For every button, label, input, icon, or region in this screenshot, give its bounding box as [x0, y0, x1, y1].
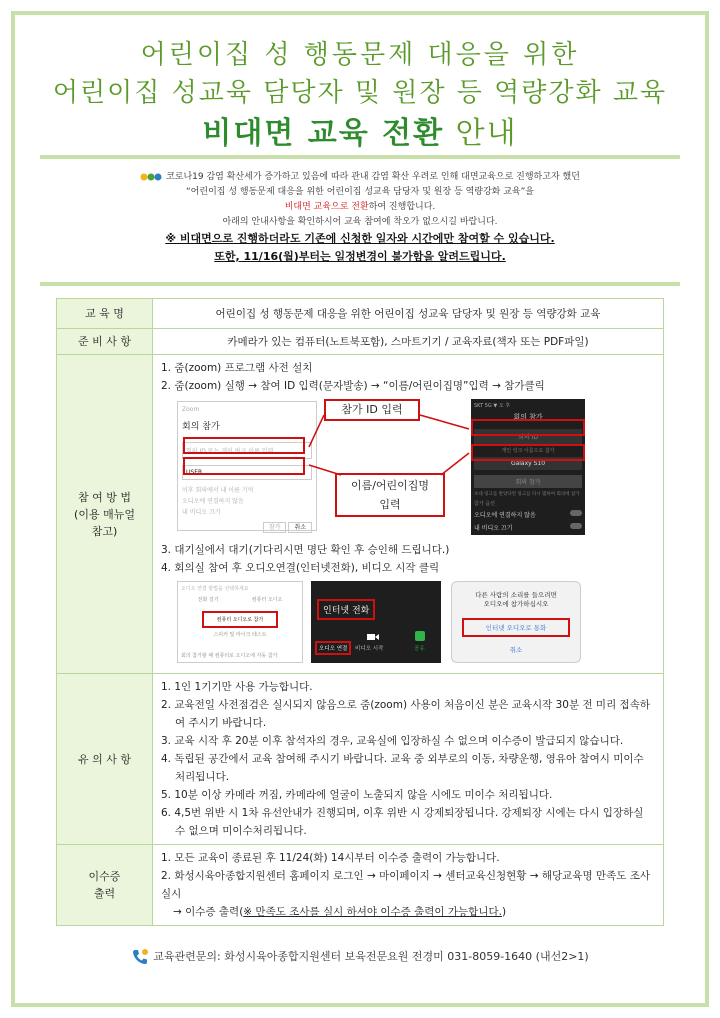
cert-1: 1. 모든 교육이 종료된 후 11/24(화) 14시부터 이수증 출력이 가능합니다.	[161, 852, 500, 864]
option-no-video: 내 비디오 끄기	[182, 509, 221, 516]
row-value: 카메라가 있는 컴퓨터(노트북포함), 스마트기기 / 교육자료(책자 또는 PDF파일)	[153, 329, 664, 355]
video-start-label: 비디오 시작	[355, 646, 384, 652]
auto-join-option: 회의 참가할 때 컴퓨터로 오디오에 자동 참가	[181, 653, 278, 659]
join-computer-audio-button: 컴퓨터 오디오로 참가	[202, 611, 278, 628]
highlight-id-mobile	[471, 419, 585, 436]
cancel-link: 취소	[509, 646, 523, 654]
mobile-hint: 개인 링크 이름으로 참가	[501, 448, 555, 454]
audio-connect-screenshots	[161, 579, 655, 667]
mobile-title: 회의 참가	[513, 413, 543, 421]
highlight-name-mobile	[471, 444, 585, 461]
table-row	[57, 299, 664, 329]
intro-bold-2: 또한, 11/16(월)부터는 일정변경이 불가함을 알려드립니다.	[214, 250, 506, 263]
cert-2: 2. 화성시육아종합지원센터 홈페이지 로그인 → 마이페이지 → 센터교육신청현황 → 해당교육명 만족도 조사 실시	[161, 870, 650, 900]
mobile-audio-dialog	[451, 581, 581, 663]
title-line-1: 어린이집 성 행동문제 대응을 위한	[140, 40, 580, 70]
divider-top	[40, 155, 680, 159]
note-1: 1. 1인 1기기만 사용 가능합니다.	[161, 681, 313, 693]
note-6: 6. 4,5번 위반 시 1차 유선안내가 진행되며, 이후 위반 시 강제퇴장됩니다. 강제퇴장 시에는 다시 입장하실 수 없으며 미이수처리됩니다.	[161, 807, 644, 837]
toggle-icon	[570, 523, 582, 529]
step-1: 1. 줌(zoom) 프로그램 사전 설치	[161, 362, 313, 374]
row-label-method	[57, 355, 153, 674]
highlight-name-desktop	[183, 457, 305, 475]
label-line: 참고)	[91, 524, 118, 538]
intro-bold-1: ※ 비대면으로 진행하더라도 기존에 신청한 일자와 시간에만 참여할 수 있습니다.	[165, 232, 555, 245]
step-3: 3. 대기실에서 대기(기다리시면 명단 확인 후 승인해 드립니다.)	[161, 544, 450, 556]
audio-msg-line: 다른 사람의 소리를 들으려면	[475, 591, 557, 599]
option-no-audio: 오디오에 연결하지 않음	[182, 498, 244, 505]
divider-bottom	[40, 282, 680, 286]
notes-cell	[153, 674, 664, 845]
mobile-opt-video: 내 비디오 끄기	[474, 525, 513, 532]
internet-audio-button: 인터넷 오디오로 통화	[462, 618, 570, 637]
row-label-certificate	[57, 845, 153, 926]
method-steps	[153, 355, 664, 674]
center-logo-icon	[140, 171, 162, 183]
callout-id: 참가 ID 입력	[324, 399, 420, 421]
join-button: 참가	[263, 522, 287, 533]
table-row	[57, 674, 664, 845]
table-row	[57, 355, 664, 674]
share-icon	[415, 631, 425, 641]
certificate-cell	[153, 845, 664, 926]
intro-notice	[40, 170, 680, 266]
info-table	[56, 298, 664, 926]
note-2: 2. 교육전일 사전점검은 실시되지 않음으로 줌(zoom) 사용이 처음이신 분은 교육시작 30분 전 미리 접속하여 주시기 바랍니다.	[161, 699, 650, 729]
cert-3	[161, 903, 655, 921]
audio-connect-button: 오디오 연결	[315, 641, 351, 655]
cert-3-underlined: ※ 만족도 조사를 실시 하셔야 이수증 출력이 가능합니다.	[243, 906, 502, 918]
contact-footer	[0, 948, 720, 966]
zoom-label: Zoom	[182, 406, 200, 413]
callout-name-line: 이름/어린이집명	[350, 479, 430, 492]
mobile-join-button: 회의 참가	[474, 475, 582, 488]
mobile-id-field: 회의 ID	[474, 429, 582, 444]
tab-phone: 전화 걸기	[197, 597, 219, 603]
note-4: 4. 독립된 공간에서 교육 참여해 주시기 바랍니다. 교육 중 외부로의 이동, 차량운행, 영유아 참여시 미이수 처리됩니다.	[161, 753, 644, 783]
contact-text: 교육관련문의: 화성시육아종합지원센터 보육전문요원 전경미 031-8059-1640 (내선2>1)	[153, 950, 589, 963]
row-label: 교 육 명	[57, 299, 153, 329]
video-camera-icon	[367, 633, 379, 641]
intro-line-1: 코로나19 감염 확산세가 증가하고 있음에 따라 관내 감염 확산 우려로 인해 대면교육으로 진행하고자 했던	[166, 172, 580, 182]
label-line: 참 여 방 법	[78, 490, 131, 504]
mobile-status-bar: SKT 5G ▼ 오 후	[474, 403, 511, 409]
cert-3-text: → 이수증 출력(	[173, 906, 244, 918]
title-line-3	[0, 108, 720, 152]
name-field: USER	[182, 465, 312, 480]
share-label: 공유	[414, 646, 425, 652]
audio-dialog	[177, 581, 303, 663]
row-label: 준 비 사 항	[57, 329, 153, 355]
callout-name-line: 입력	[379, 498, 401, 511]
label-line: (이용 매뉴얼	[74, 507, 135, 521]
test-audio-link: 스피커 및 마이크 테스트	[213, 632, 267, 638]
mobile-name-field: Galaxy S10	[474, 457, 582, 470]
mobile-options-label: 참가 옵션	[474, 501, 495, 507]
table-row	[57, 329, 664, 355]
intro-line-4: 아래의 안내사항을 확인하시어 교육 참여에 착오가 없으시길 바랍니다.	[222, 217, 498, 227]
mobile-opt-audio: 오디오에 연결하지 않음	[474, 512, 536, 519]
phone-icon	[131, 948, 149, 966]
intro-red-text: 비대면 교육으로 전환	[284, 202, 369, 212]
zoom-toolbar-shot	[311, 581, 441, 663]
label-line: 출력	[93, 887, 116, 900]
toggle-icon	[570, 510, 582, 516]
mobile-note: 초대 링크를 받았다면 링크를 다시 탭하여 회의에 참가	[474, 492, 580, 497]
step-2: 2. 줌(zoom) 실행 → 참여 ID 입력(문자발송) → “이름/어린이집명”입력 → 참가클릭	[161, 380, 545, 392]
callout-arrows	[301, 407, 481, 507]
title-suffix: 안내	[455, 116, 518, 151]
highlight-id-desktop	[183, 437, 305, 454]
intro-line-2: “어린이집 성 행동문제 대응을 위한 어린이집 성교육 담당자 및 원장 등 역량강화 교육”을	[186, 187, 534, 197]
title-highlight: 비대면 교육 전환	[202, 116, 445, 151]
label-line: 이수증	[88, 870, 121, 883]
cancel-button: 취소	[288, 522, 312, 533]
internet-call-label: 인터넷 전화	[317, 599, 375, 620]
step-4: 4. 회의실 참여 후 오디오연결(인터넷전화), 비디오 시작 클릭	[161, 562, 440, 574]
note-3: 3. 교육 시작 후 20분 이후 참석자의 경우, 교육실에 입장하실 수 없으며 이수증이 발급되지 않습니다.	[161, 735, 624, 747]
title-line-2: 어린이집 성교육 담당자 및 원장 등 역량강화 교육	[52, 78, 668, 108]
note-5: 5. 10분 이상 카메라 꺼짐, 카메라에 얼굴이 노출되지 않을 시에도 미이수 처리됩니다.	[161, 789, 553, 801]
option-remember: 이후 회의에서 내 이름 기억	[182, 487, 254, 494]
zoom-join-screenshots	[161, 397, 655, 537]
row-value: 어린이집 성 행동문제 대응을 위한 어린이집 성교육 담당자 및 원장 등 역량강화 교육	[153, 299, 664, 329]
cert-3-close: )	[501, 906, 507, 918]
dialog-title: 회의 참가	[182, 422, 220, 432]
audio-dialog-title: 오디오 연결 방법을 선택하세요	[181, 586, 249, 592]
audio-msg-line: 오디오에 참가하십시오	[483, 600, 549, 608]
row-label: 유 의 사 항	[57, 674, 153, 845]
meeting-id-field: 회의 ID 또는 개인 링크 이름 입력	[182, 442, 312, 459]
tab-computer-audio: 컴퓨터 오디오	[251, 597, 283, 603]
table-row	[57, 845, 664, 926]
intro-line-3: 하여 진행합니다.	[368, 202, 436, 212]
